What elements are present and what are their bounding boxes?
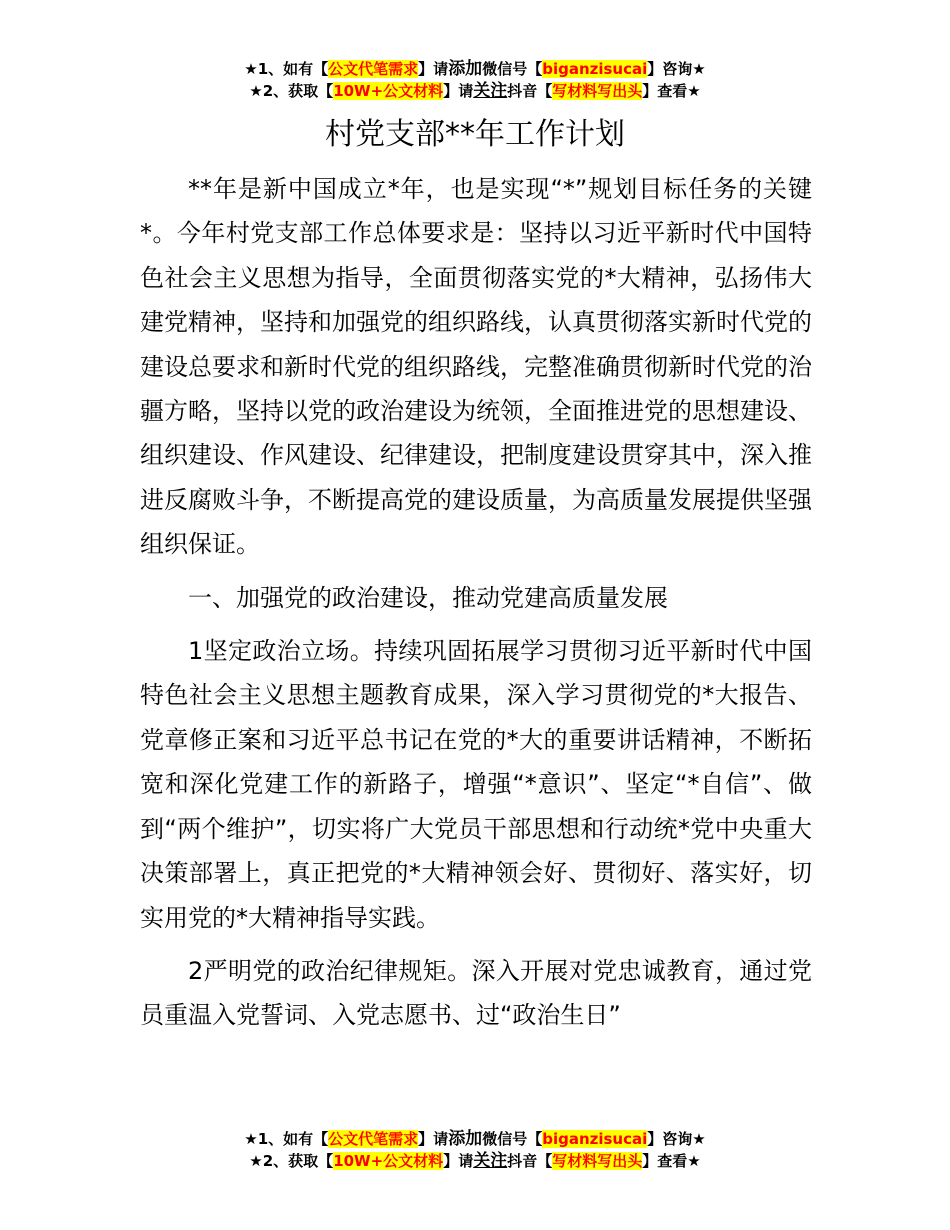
promo-text: 】咨询★ (647, 1130, 706, 1148)
star-icon: ★ (249, 82, 263, 100)
promo-text: 】查看★ (642, 82, 701, 100)
promo-emphasis: 添加 (448, 1129, 483, 1149)
document-body (140, 167, 812, 1047)
body-paragraph: **年是新中国成立*年，也是实现“*”规划目标任务的关键*。今年村党支部工作总体要求是：坚持以习近平新时代中国特色社会主义思想为指导，全面贯彻落实党的*大精神，弘扬伟大建党精神，坚持和加强党的组织路线，认真贯彻落实新时代党的建设总要求和新时代党的组织路线，完整准确贯彻新时代党的治疆方略，坚持以党的政治建设为统领，全面推进党的思想建设、组织建设、作风建设、纪律建设，把制度建设贯穿其中，深入推进反腐败斗争，不断提高党的建设质量，为高质量发展提供坚强组织保证。 (140, 175, 812, 559)
body-paragraph: 1坚定政治立场。持续巩固拓展学习贯彻习近平新时代中国特色社会主义思想主题教育成果，深入学习贯彻党的*大报告、党章修正案和习近平总书记在党的*大的重要讲话精神，不断拓宽和深化党建工作的新路子，增强“*意识”、坚定“*自信”、做到“两个维护”，切实将广大党员干部思想和行动统*党中央重大决策部署上，真正把党的*大精神领会好、贯彻好、落实好，切实用党的*大精神指导实践。 (140, 637, 812, 932)
promo-highlight: biganzisucai (542, 1130, 648, 1148)
promo-line-2 (0, 1150, 950, 1172)
document-title: 村党支部**年工作计划 (325, 117, 625, 152)
star-icon: ★ (244, 1130, 258, 1148)
promo-highlight: 10W+公文材料 (333, 82, 444, 100)
promo-text: 微信号【 (482, 60, 543, 78)
promo-text: 】请 (443, 1152, 474, 1170)
promo-text: 2、获取【 (262, 1152, 334, 1170)
promo-text: 2、获取【 (262, 82, 334, 100)
promo-text: 抖音【 (507, 82, 553, 100)
footer-promo-banner (0, 1128, 950, 1172)
promo-line-2 (0, 80, 950, 102)
promo-highlight: 写材料写出头 (552, 82, 643, 100)
promo-line-1 (0, 1128, 950, 1150)
body-paragraph: 2严明党的政治纪律规矩。深入开展对党忠诚教育，通过党员重温入党誓词、入党志愿书、过“政治生日” (140, 956, 812, 1030)
header-promo-banner (0, 58, 950, 102)
promo-text: 抖音【 (507, 1152, 553, 1170)
promo-highlight: 写材料写出头 (552, 1152, 643, 1170)
promo-line-1 (0, 58, 950, 80)
promo-text: 微信号【 (482, 1130, 543, 1148)
section-heading: 一、加强党的政治建设，推动党建高质量发展 (188, 583, 668, 612)
promo-text: 】咨询★ (647, 60, 706, 78)
promo-text: 1、如有【 (257, 1130, 329, 1148)
promo-highlight: 公文代笔需求 (328, 60, 419, 78)
promo-emphasis: 添加 (448, 59, 483, 79)
promo-emphasis: 关注 (473, 81, 508, 101)
promo-emphasis: 关注 (473, 1151, 508, 1171)
star-icon: ★ (249, 1152, 263, 1170)
promo-highlight: 公文代笔需求 (328, 1130, 419, 1148)
promo-text: 】查看★ (642, 1152, 701, 1170)
promo-text: 】请 (418, 1130, 449, 1148)
promo-highlight: biganzisucai (542, 60, 648, 78)
promo-text: 1、如有【 (257, 60, 329, 78)
promo-text: 】请 (418, 60, 449, 78)
star-icon: ★ (244, 60, 258, 78)
promo-text: 】请 (443, 82, 474, 100)
promo-highlight: 10W+公文材料 (333, 1152, 444, 1170)
